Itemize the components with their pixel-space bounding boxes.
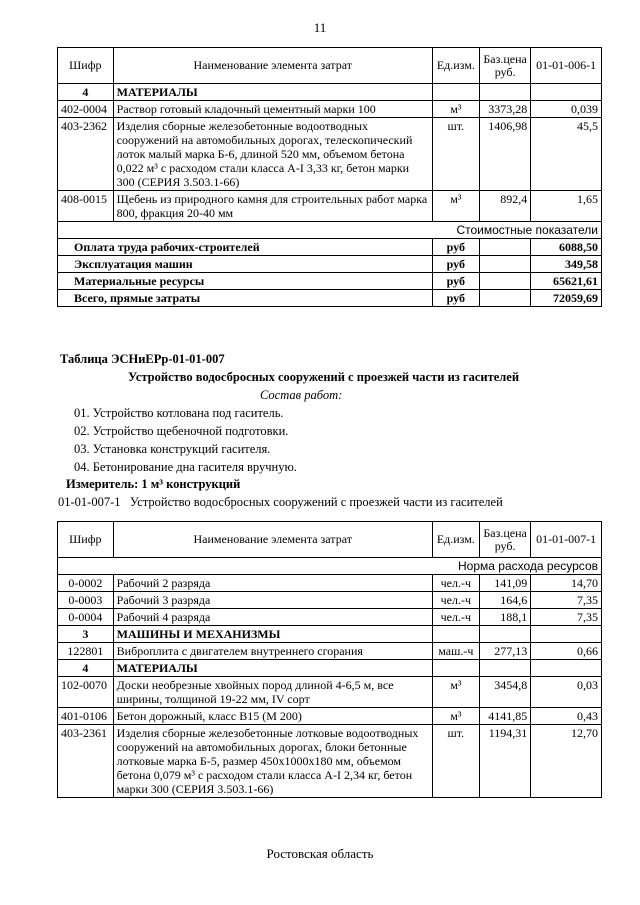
row-price: 4141,85	[479, 708, 530, 725]
total-unit: руб	[432, 239, 479, 256]
row-value: 0,03	[531, 677, 602, 708]
work-step: 01. Устройство котлована под гаситель.	[74, 406, 284, 420]
header-unit: Ед.изм.	[432, 48, 479, 84]
row-code: 0-0002	[58, 575, 114, 592]
total-value: 6088,50	[531, 239, 602, 256]
section-number: 3	[58, 626, 114, 643]
total-value: 72059,69	[531, 290, 602, 307]
row-unit: м³	[432, 191, 479, 222]
row-code: 401-0106	[58, 708, 114, 725]
header-name: Наименование элемента затрат	[113, 522, 432, 558]
row-value: 45,5	[531, 118, 602, 191]
row-price: 188,1	[479, 609, 530, 626]
row-price: 164,6	[479, 592, 530, 609]
total-unit: руб	[432, 290, 479, 307]
section-title: МАТЕРИАЛЫ	[113, 660, 432, 677]
table-row	[58, 118, 602, 191]
header-price: Баз.цена руб.	[479, 522, 530, 558]
total-label: Оплата труда рабочих-строителей	[58, 239, 433, 256]
total-label: Эксплуатация машин	[58, 256, 433, 273]
row-value: 12,70	[531, 725, 602, 798]
row-unit: м³	[432, 101, 479, 118]
norm-line: 01-01-007-1 Устройство водосбросных сооружений с проезжей части из гасителей	[58, 495, 503, 509]
section-title: МАШИНЫ И МЕХАНИЗМЫ	[113, 626, 432, 643]
work-step: 03. Установка конструкций гасителя.	[74, 442, 271, 456]
row-code: 408-0015	[58, 191, 114, 222]
table-header-row	[58, 522, 602, 558]
row-code: 0-0004	[58, 609, 114, 626]
total-row	[58, 256, 602, 273]
resource-table-2	[57, 521, 602, 798]
work-title: Устройство водосбросных сооружений с проезжей части из гасителей	[128, 370, 520, 384]
row-value: 14,70	[531, 575, 602, 592]
header-code: Шифр	[58, 522, 114, 558]
total-row	[58, 273, 602, 290]
resource-norm-row	[58, 558, 602, 575]
footer-region: Ростовская область	[266, 846, 374, 861]
table-row	[58, 725, 602, 798]
header-code: Шифр	[58, 48, 114, 84]
row-price: 3373,28	[479, 101, 530, 118]
table-row	[58, 677, 602, 708]
section-row-machines	[58, 626, 602, 643]
cost-indicators-label: Стоимостные показатели	[58, 222, 602, 239]
row-value: 0,43	[531, 708, 602, 725]
row-unit: чел.-ч	[432, 609, 479, 626]
row-name: Рабочий 3 разряда	[113, 592, 432, 609]
row-unit: маш.-ч	[432, 643, 479, 660]
row-price: 892,4	[479, 191, 530, 222]
row-name: Виброплита с двигателем внутреннего сгорания	[113, 643, 432, 660]
cost-indicators-row	[58, 222, 602, 239]
table-row	[58, 708, 602, 725]
section-number: 4	[58, 84, 114, 101]
header-name: Наименование элемента затрат	[113, 48, 432, 84]
total-value: 65621,61	[531, 273, 602, 290]
table-row	[58, 575, 602, 592]
total-label: Материальные ресурсы	[58, 273, 433, 290]
resource-norm-label: Норма расхода ресурсов	[58, 558, 602, 575]
header-price: Баз.цена руб.	[479, 48, 530, 84]
total-value: 349,58	[531, 256, 602, 273]
row-name: Рабочий 2 разряда	[113, 575, 432, 592]
section-row-materials	[58, 660, 602, 677]
table-row	[58, 101, 602, 118]
row-name: Изделия сборные железобетонные водоотводных сооружений на автомобильных дорогах, телескопический лоток малый марка Б-6, длиной 520 мм, объемом бетона 0,022 м³ с расходом стали класса А-I 3,33 кг, бетон марки 300 (СЕРИЯ 3.503.1-66)	[113, 118, 432, 191]
composition-title: Состав работ:	[260, 388, 343, 402]
row-price: 277,13	[479, 643, 530, 660]
table-row	[58, 609, 602, 626]
section-number: 4	[58, 660, 114, 677]
table-row	[58, 592, 602, 609]
table-row	[58, 643, 602, 660]
row-unit: шт.	[432, 725, 479, 798]
row-value: 7,35	[531, 609, 602, 626]
row-price: 1194,31	[479, 725, 530, 798]
row-name: Доски необрезные хвойных пород длиной 4-6,5 м, все ширины, толщиной 19-22 мм, IV сорт	[113, 677, 432, 708]
section-row-materials	[58, 84, 602, 101]
row-name: Бетон дорожный, класс В15 (М 200)	[113, 708, 432, 725]
header-norm-code: 01-01-007-1	[531, 522, 602, 558]
row-price: 1406,98	[479, 118, 530, 191]
table-row	[58, 191, 602, 222]
resource-table-1	[57, 47, 602, 307]
row-code: 0-0003	[58, 592, 114, 609]
row-value: 0,039	[531, 101, 602, 118]
section-title: МАТЕРИАЛЫ	[113, 84, 432, 101]
total-unit: руб	[432, 256, 479, 273]
row-unit: м³	[432, 708, 479, 725]
row-unit: м³	[432, 677, 479, 708]
work-step: 04. Бетонирование дна гасителя вручную.	[74, 460, 297, 474]
row-name: Рабочий 4 разряда	[113, 609, 432, 626]
row-value: 7,35	[531, 592, 602, 609]
header-norm-code: 01-01-006-1	[531, 48, 602, 84]
row-name: Щебень из природного камня для строительных работ марка 800, фракция 20-40 мм	[113, 191, 432, 222]
page-number: 11	[313, 20, 327, 35]
table-title: Таблица ЭСНиЕРр-01-01-007	[60, 352, 225, 366]
row-code: 402-0004	[58, 101, 114, 118]
work-step: 02. Устройство щебеночной подготовки.	[74, 424, 289, 438]
row-unit: чел.-ч	[432, 592, 479, 609]
header-unit: Ед.изм.	[432, 522, 479, 558]
row-value: 0,66	[531, 643, 602, 660]
row-price: 141,09	[479, 575, 530, 592]
row-code: 403-2362	[58, 118, 114, 191]
row-unit: чел.-ч	[432, 575, 479, 592]
total-row	[58, 239, 602, 256]
row-code: 122801	[58, 643, 114, 660]
row-name: Раствор готовый кладочный цементный марки 100	[113, 101, 432, 118]
row-name: Изделия сборные железобетонные лотковые водоотводных сооружений на автомобильных дорогах, блоки бетонные лотковые марка Б-5, размер 450х1000х180 мм, объемом бетона 0,079 м³ с расходом стали класса А-I 2,34 кг, бетон марки 300 (СЕРИЯ 3.503.1-66)	[113, 725, 432, 798]
measure-unit: Измеритель: 1 м³ конструкций	[66, 477, 241, 491]
total-unit: руб	[432, 273, 479, 290]
row-unit: шт.	[432, 118, 479, 191]
row-value: 1,65	[531, 191, 602, 222]
row-code: 403-2361	[58, 725, 114, 798]
table-header-row	[58, 48, 602, 84]
total-label: Всего, прямые затраты	[58, 290, 433, 307]
row-code: 102-0070	[58, 677, 114, 708]
total-row	[58, 290, 602, 307]
row-price: 3454,8	[479, 677, 530, 708]
